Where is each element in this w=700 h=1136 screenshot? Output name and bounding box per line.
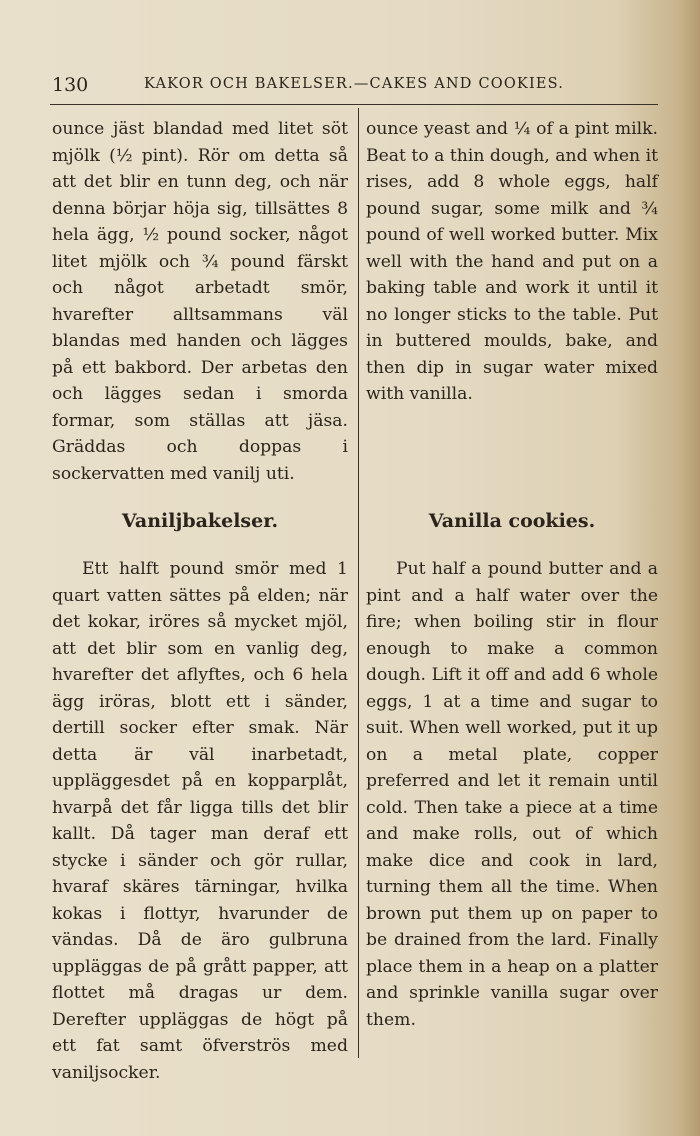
page-number: 130 [52, 74, 89, 96]
swedish-recipe-heading: Vaniljbakelser. [121, 510, 279, 532]
swedish-recipe-paragraph [52, 556, 348, 1086]
swedish-recipe-text: Ett halft pound smör med 1 quart vatten sättes på elden; när det kokar, iröres så mycket mjöl, att det blir som en vanlig deg, hvarefter det aflyftes, och 6 hela ägg iröras, blott ett i sänder, dertill socker efter smak. När detta är väl inarbetadt, uppläggesdet på en kopparplåt, hvarpå det får ligga tills det blir kallt. Då tager man deraf ett stycke i sänder och gör rullar, hvaraf skäres tärningar, hvilka kokas i flottyr, hvarunder de vändas. Då de äro gulbruna uppläggas de på grått papper, att flottet må dragas ur dem. Derefter uppläggas de högt på ett fat samt öfverströs med vaniljsocker. [52, 559, 348, 1083]
english-intro-paragraph [366, 116, 658, 408]
column-divider [358, 108, 359, 1058]
english-recipe-paragraph [366, 556, 658, 1033]
header-rule [50, 104, 658, 105]
swedish-intro-paragraph [52, 116, 348, 487]
swedish-intro-text: ounce jäst blandad med litet söt mjölk (½ pint). Rör om detta så att det blir en tunn deg, och när denna börjar höja sig, tillsättes 8 hela ägg, ½ pound socker, något litet mjölk och ¾ pound färskt och något arbetadt smör, hvarefter alltsammans väl blandas med handen och lägges på ett bakbord. Der arbetas den och lägges sedan i smorda formar, som ställas att jäsa. Gräddas och doppas i sockervatten med vanilj uti. [52, 119, 348, 484]
english-intro-text: ounce yeast and ¼ of a pint milk. Beat to a thin dough, and when it rises, add 8 whole eggs, half pound sugar, some milk and ¾ pound of well worked butter. Mix well with the hand and put on a baking table and work it until it no longer sticks to the table. Put in buttered moulds, bake, and then dip in sugar water mixed with vanilla. [366, 119, 658, 404]
english-recipe-heading: Vanilla cookies. [428, 510, 596, 532]
page-header [52, 70, 662, 102]
running-title: KAKOR OCH BAKELSER.—CAKES AND COOKIES. [144, 76, 565, 92]
english-recipe-text: Put half a pound butter and a pint and a half water over the fire; when boiling stir in flour enough to make a common dough. Lift it off and add 6 whole eggs, 1 at a time and sugar to suit. When well worked, put it up on a metal plate, copper preferred and let it remain until cold. Then take a piece at a time and make rolls, out of which make dice and cook in lard, turning them all the time. When brown put them up on paper to be drained from the lard. Finally place them in a heap on a platter and sprinkle vanilla sugar over them. [366, 559, 658, 1030]
